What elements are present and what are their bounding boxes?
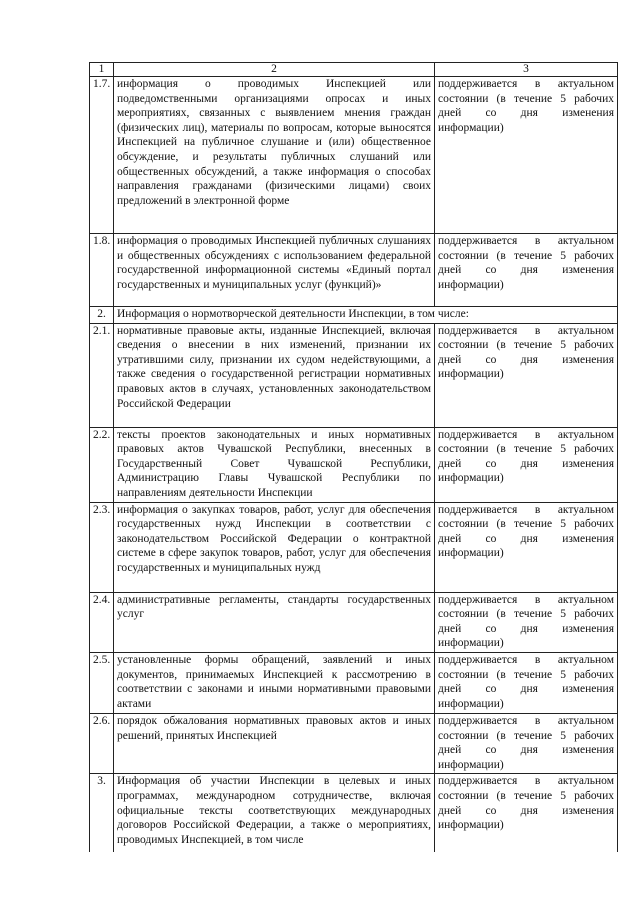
document-table bbox=[89, 62, 618, 852]
row-term: поддерживается в актуальном состоянии (в течение 5 рабочих дней со дня изменения информации) bbox=[435, 323, 618, 427]
row-number: 2.3. bbox=[90, 502, 114, 592]
table-row bbox=[90, 234, 618, 307]
row-number: 1.7. bbox=[90, 77, 114, 234]
row-number: 2. bbox=[90, 307, 114, 324]
row-number: 1.8. bbox=[90, 234, 114, 307]
row-term: поддерживается в актуальном состоянии (в течение 5 рабочих дней со дня изменения информации) bbox=[435, 77, 618, 234]
row-term: поддерживается в актуальном состоянии (в течение 5 рабочих дней со дня изменения информации) bbox=[435, 592, 618, 652]
table-row bbox=[90, 713, 618, 773]
row-term: поддерживается в актуальном состоянии (в течение 5 рабочих дней со дня изменения информации) bbox=[435, 502, 618, 592]
section-row bbox=[90, 307, 618, 324]
header-col2: 2 bbox=[114, 63, 435, 77]
section-title: Информация о нормотворческой деятельности Инспекции, в том числе: bbox=[114, 307, 618, 324]
row-term: поддерживается в актуальном состоянии (в течение 5 рабочих дней со дня изменения информации) bbox=[435, 652, 618, 713]
header-col3: 3 bbox=[435, 63, 618, 77]
row-number: 2.1. bbox=[90, 323, 114, 427]
table-row bbox=[90, 77, 618, 234]
row-text: информация о проводимых Инспекцией или подведомственными организациями опросах и иных мероприятиях, связанных с выявлением мнения граждан (физических лиц), материалы по вопросам, которые выносятся Инспекцией на публичное слушание и (или) общественное обсуждение, и результаты публичных слушаний или общественных обсуждений, а также информация о способах направления гражданами (физическими лицами) своих предложений в электронной форме bbox=[114, 77, 435, 234]
table-row bbox=[90, 323, 618, 427]
table-row bbox=[90, 592, 618, 652]
row-term: поддерживается в актуальном состоянии (в течение 5 рабочих дней со дня изменения информации) bbox=[435, 234, 618, 307]
table-row bbox=[90, 652, 618, 713]
row-number: 2.5. bbox=[90, 652, 114, 713]
row-text: административные регламенты, стандарты государственных услуг bbox=[114, 592, 435, 652]
row-number: 2.4. bbox=[90, 592, 114, 652]
row-text: установленные формы обращений, заявлений и иных документов, принимаемых Инспекцией к рассмотрению в соответствии с законами и иными нормативными правовыми актами bbox=[114, 652, 435, 713]
row-number: 2.6. bbox=[90, 713, 114, 773]
row-number: 3. bbox=[90, 774, 114, 852]
row-text: информация о закупках товаров, работ, услуг для обеспечения государственных нужд Инспекции в соответствии с законодательством Российской Федерации о контрактной системе в сфере закупок товаров, работ, услуг для обеспечения государственных и муниципальных нужд bbox=[114, 502, 435, 592]
row-text: тексты проектов законодательных и иных нормативных правовых актов Чувашской Республики, внесенных в Государственный Совет Чувашской Республики, Администрацию Главы Чувашской Республики по направлениям деятельности Инспекции bbox=[114, 427, 435, 502]
row-term: поддерживается в актуальном состоянии (в течение 5 рабочих дней со дня изменения информации) bbox=[435, 774, 618, 852]
row-text: информация о проводимых Инспекцией публичных слушаниях и общественных обсуждениях с использованием федеральной государственной информационной системы «Единый портал государственных и муниципальных услуг (функций)» bbox=[114, 234, 435, 307]
row-text: Информация об участии Инспекции в целевых и иных программах, международном сотрудничестве, включая официальные тексты соответствующих международных договоров Российской Федерации, а также о мероприятиях, проводимых Инспекцией, в том числе bbox=[114, 774, 435, 852]
row-text: нормативные правовые акты, изданные Инспекцией, включая сведения о внесении в них изменений, признании их утратившими силу, признании их судом недействующими, а также сведения о государственной регистрации нормативных правовых актов в случаях, установленных законодательством Российской Федерации bbox=[114, 323, 435, 427]
table-row bbox=[90, 502, 618, 592]
header-col1: 1 bbox=[90, 63, 114, 77]
row-text: порядок обжалования нормативных правовых актов и иных решений, принятых Инспекцией bbox=[114, 713, 435, 773]
table-row bbox=[90, 427, 618, 502]
row-term: поддерживается в актуальном состоянии (в течение 5 рабочих дней со дня изменения информации) bbox=[435, 713, 618, 773]
table-header-row bbox=[90, 63, 618, 77]
table-row bbox=[90, 774, 618, 852]
row-term: поддерживается в актуальном состоянии (в течение 5 рабочих дней со дня изменения информации) bbox=[435, 427, 618, 502]
row-number: 2.2. bbox=[90, 427, 114, 502]
